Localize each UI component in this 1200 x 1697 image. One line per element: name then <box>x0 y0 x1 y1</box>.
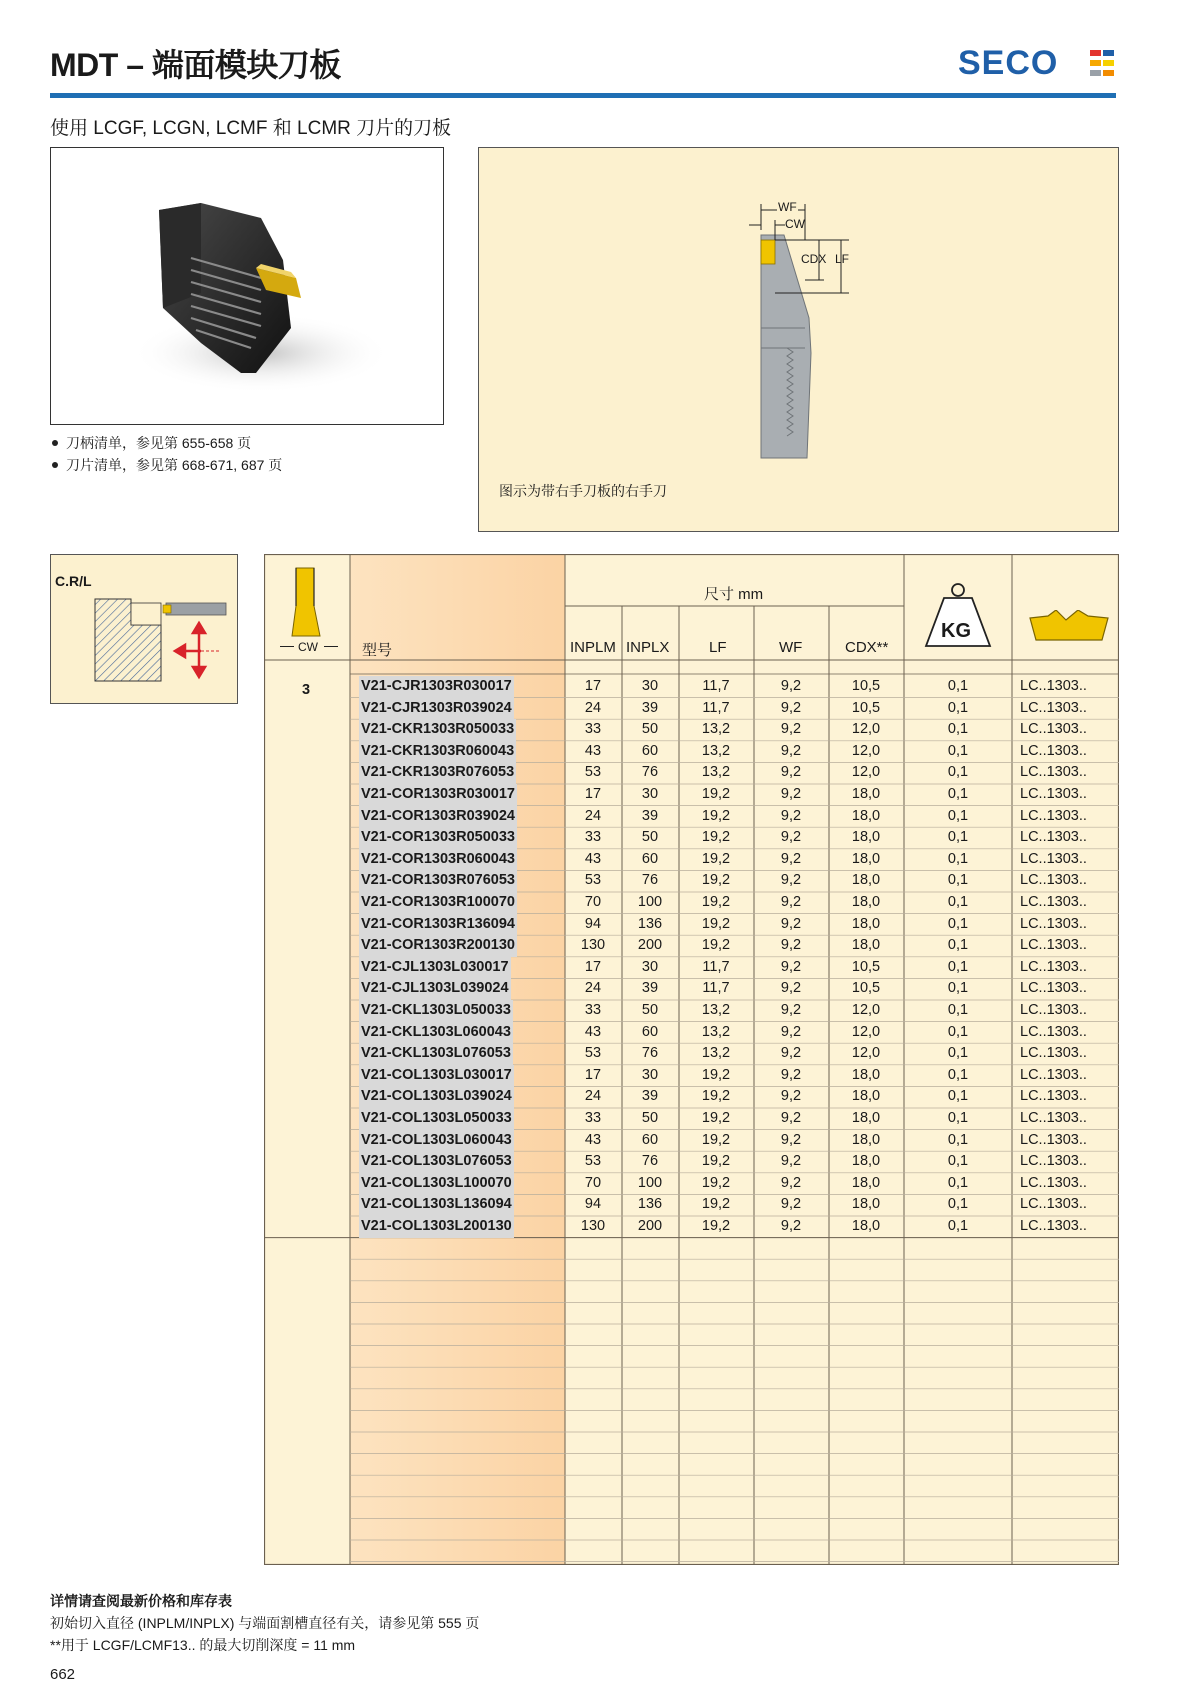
cell-inplm: 17 <box>584 1066 602 1083</box>
dimensions-group-header: 尺寸 mm <box>704 586 764 603</box>
cell-cdx: 18,0 <box>851 1110 881 1126</box>
cw-label: CW <box>298 640 318 654</box>
cell-lf: 13,2 <box>701 1045 731 1062</box>
cw-blade-icon <box>286 566 328 638</box>
cell-cdx: 12,0 <box>851 1023 881 1040</box>
cell-insert: LC..1303.. <box>1020 958 1087 975</box>
cell-lf: 19,2 <box>701 1131 731 1148</box>
cell-inplm: 94 <box>584 915 602 932</box>
cell-insert: LC..1303.. <box>1020 699 1087 716</box>
cell-lf: 19,2 <box>701 829 731 846</box>
cell-insert: LC..1303.. <box>1020 872 1087 889</box>
cell-lf: 13,2 <box>701 1023 731 1040</box>
cell-kg: 0,1 <box>947 1131 969 1148</box>
cell-cdx: 10,5 <box>851 958 881 975</box>
cell-wf: 9,2 <box>780 1045 802 1062</box>
seco-logo-mark-icon <box>1090 50 1114 76</box>
cell-inplm: 33 <box>584 829 602 846</box>
cell-insert: LC..1303.. <box>1020 1153 1087 1170</box>
cell-inplx: 30 <box>641 958 659 975</box>
cell-inplm: 53 <box>584 872 602 889</box>
cell-cdx: 18,0 <box>851 850 881 867</box>
cell-inplm: 24 <box>584 1088 602 1105</box>
cell-inplm: 43 <box>584 1131 602 1148</box>
cell-type: V21-COR1303R060043 <box>359 849 517 871</box>
list-item: 刀片清单，参见第 668-671, 687 页 <box>50 454 282 476</box>
page-title: MDT – 端面模块刀板 <box>50 47 341 83</box>
cell-wf: 9,2 <box>780 829 802 846</box>
cell-inplx: 76 <box>641 1153 659 1170</box>
cell-lf: 19,2 <box>701 937 731 954</box>
cell-lf: 13,2 <box>701 1002 731 1018</box>
cell-lf: 13,2 <box>701 721 731 738</box>
col-header-inplx: INPLX <box>626 639 670 656</box>
cell-type: V21-COR1303R136094 <box>359 914 517 936</box>
cell-inplm: 43 <box>584 1023 602 1040</box>
cell-cdx: 18,0 <box>851 1088 881 1105</box>
cell-insert: LC..1303.. <box>1020 829 1087 846</box>
cell-inplx: 30 <box>641 678 659 694</box>
cell-cdx: 18,0 <box>851 1153 881 1170</box>
cell-inplm: 33 <box>584 721 602 738</box>
cw-arrow-right <box>324 646 338 647</box>
cell-lf: 19,2 <box>701 786 731 802</box>
cell-insert: LC..1303.. <box>1020 721 1087 738</box>
product-photo-box <box>50 147 444 425</box>
cell-cdx: 18,0 <box>851 937 881 954</box>
cell-inplm: 94 <box>584 1196 602 1213</box>
cell-wf: 9,2 <box>780 1218 802 1234</box>
reference-bullets <box>50 432 282 476</box>
cell-type: V21-COL1303L200130 <box>359 1216 514 1238</box>
cell-wf: 9,2 <box>780 958 802 975</box>
cell-insert: LC..1303.. <box>1020 1218 1087 1234</box>
cell-inplm: 53 <box>584 764 602 781</box>
cell-wf: 9,2 <box>780 678 802 694</box>
seco-logo: SECO <box>958 44 1059 82</box>
cell-type: V21-COL1303L136094 <box>359 1194 514 1216</box>
cell-wf: 9,2 <box>780 807 802 824</box>
cell-insert: LC..1303.. <box>1020 937 1087 954</box>
cell-inplx: 30 <box>641 1066 659 1083</box>
label-cw: CW <box>785 217 805 231</box>
crl-diagram-box <box>50 554 238 704</box>
cell-lf: 19,2 <box>701 807 731 824</box>
cell-inplm: 17 <box>584 678 602 694</box>
cw-value: 3 <box>302 682 311 698</box>
cell-type: V21-COR1303R076053 <box>359 870 517 892</box>
cell-insert: LC..1303.. <box>1020 1045 1087 1062</box>
cell-inplx: 60 <box>641 1131 659 1148</box>
product-table <box>264 554 1119 1565</box>
cell-kg: 0,1 <box>947 1153 969 1170</box>
cell-cdx: 12,0 <box>851 1002 881 1018</box>
cell-inplx: 100 <box>637 1174 663 1191</box>
cell-kg: 0,1 <box>947 678 969 694</box>
label-cdx: CDX <box>801 252 827 266</box>
cell-kg: 0,1 <box>947 829 969 846</box>
cell-wf: 9,2 <box>780 721 802 738</box>
cell-lf: 19,2 <box>701 1066 731 1083</box>
cell-lf: 19,2 <box>701 850 731 867</box>
cell-cdx: 12,0 <box>851 1045 881 1062</box>
cell-cdx: 18,0 <box>851 1196 881 1213</box>
cell-cdx: 12,0 <box>851 742 881 759</box>
cell-inplm: 130 <box>580 1218 606 1234</box>
cell-lf: 13,2 <box>701 742 731 759</box>
label-wf: WF <box>778 200 797 214</box>
cell-kg: 0,1 <box>947 958 969 975</box>
cell-wf: 9,2 <box>780 937 802 954</box>
cell-inplx: 39 <box>641 807 659 824</box>
cw-arrow-left <box>280 646 294 647</box>
cell-insert: LC..1303.. <box>1020 915 1087 932</box>
cell-inplm: 33 <box>584 1110 602 1126</box>
cell-kg: 0,1 <box>947 764 969 781</box>
cell-cdx: 18,0 <box>851 829 881 846</box>
cell-insert: LC..1303.. <box>1020 850 1087 867</box>
cell-cdx: 18,0 <box>851 915 881 932</box>
cell-kg: 0,1 <box>947 1045 969 1062</box>
cell-wf: 9,2 <box>780 894 802 910</box>
cell-inplx: 50 <box>641 721 659 738</box>
note-diameter: 初始切入直径 (INPLM/INPLX) 与端面割槽直径有关，请参见第 555 页 <box>50 1615 480 1631</box>
cell-wf: 9,2 <box>780 1174 802 1191</box>
cell-kg: 0,1 <box>947 1196 969 1213</box>
cell-inplm: 70 <box>584 894 602 910</box>
cell-wf: 9,2 <box>780 699 802 716</box>
cell-type: V21-CKL1303L050033 <box>359 1000 513 1022</box>
cell-insert: LC..1303.. <box>1020 1088 1087 1105</box>
cell-lf: 11,7 <box>702 678 730 694</box>
cell-type: V21-COR1303R050033 <box>359 827 517 849</box>
cell-lf: 19,2 <box>701 872 731 889</box>
cell-wf: 9,2 <box>780 1196 802 1213</box>
cell-inplx: 39 <box>641 699 659 716</box>
cell-type: V21-COL1303L039024 <box>359 1086 514 1108</box>
cell-inplx: 136 <box>637 1196 663 1213</box>
diagram-caption: 图示为带右手刀板的右手刀 <box>499 483 667 499</box>
cell-kg: 0,1 <box>947 1218 969 1234</box>
cell-lf: 19,2 <box>701 894 731 910</box>
cell-kg: 0,1 <box>947 721 969 738</box>
cell-wf: 9,2 <box>780 786 802 802</box>
cell-type: V21-COL1303L030017 <box>359 1065 514 1087</box>
cell-inplm: 24 <box>584 980 602 997</box>
cell-lf: 19,2 <box>701 1196 731 1213</box>
footer-notes <box>50 1590 479 1656</box>
cell-insert: LC..1303.. <box>1020 1002 1087 1018</box>
cell-kg: 0,1 <box>947 1088 969 1105</box>
cell-inplm: 17 <box>584 958 602 975</box>
cell-kg: 0,1 <box>947 1002 969 1018</box>
cell-type: V21-CKL1303L060043 <box>359 1022 513 1044</box>
dimension-diagram-box <box>478 147 1119 532</box>
cell-type: V21-COL1303L100070 <box>359 1173 514 1195</box>
cell-kg: 0,1 <box>947 872 969 889</box>
cell-inplm: 43 <box>584 742 602 759</box>
cell-insert: LC..1303.. <box>1020 807 1087 824</box>
page-number: 662 <box>50 1666 76 1683</box>
cell-inplx: 50 <box>641 829 659 846</box>
cell-cdx: 10,5 <box>851 678 881 694</box>
cell-wf: 9,2 <box>780 742 802 759</box>
label-lf: LF <box>835 252 850 266</box>
cell-inplm: 53 <box>584 1153 602 1170</box>
cell-lf: 11,7 <box>702 699 730 716</box>
cell-kg: 0,1 <box>947 1174 969 1191</box>
cell-kg: 0,1 <box>947 1110 969 1126</box>
cell-wf: 9,2 <box>780 1088 802 1105</box>
cell-insert: LC..1303.. <box>1020 1196 1087 1213</box>
cell-inplm: 53 <box>584 1045 602 1062</box>
cell-cdx: 12,0 <box>851 721 881 738</box>
cell-inplx: 50 <box>641 1002 659 1018</box>
cell-inplx: 60 <box>641 742 659 759</box>
cell-insert: LC..1303.. <box>1020 678 1087 694</box>
note-price-stock: 详情请查阅最新价格和库存表 <box>50 1593 232 1609</box>
cell-inplm: 70 <box>584 1174 602 1191</box>
insert-icon <box>1028 610 1110 644</box>
col-header-inplm: INPLM <box>570 639 616 656</box>
cell-wf: 9,2 <box>780 872 802 889</box>
cell-inplx: 39 <box>641 980 659 997</box>
cell-inplx: 60 <box>641 850 659 867</box>
list-item: 刀柄清单，参见第 655-658 页 <box>50 432 282 454</box>
cell-wf: 9,2 <box>780 980 802 997</box>
cell-lf: 19,2 <box>701 1218 731 1234</box>
cell-type: V21-COR1303R200130 <box>359 935 517 957</box>
cell-kg: 0,1 <box>947 850 969 867</box>
cell-type: V21-CKR1303R060043 <box>359 741 516 763</box>
cell-inplx: 200 <box>637 937 663 954</box>
cell-type: V21-COL1303L050033 <box>359 1108 514 1130</box>
cell-cdx: 12,0 <box>851 764 881 781</box>
cell-insert: LC..1303.. <box>1020 1023 1087 1040</box>
cell-insert: LC..1303.. <box>1020 1174 1087 1191</box>
cell-type: V21-COR1303R100070 <box>359 892 517 914</box>
cell-kg: 0,1 <box>947 699 969 716</box>
type-header: 型号 <box>362 642 393 659</box>
cell-wf: 9,2 <box>780 1023 802 1040</box>
cell-lf: 19,2 <box>701 1174 731 1191</box>
note-cut-depth: **用于 LCGF/LCMF13.. 的最大切削深度 = 11 mm <box>50 1637 356 1653</box>
cell-insert: LC..1303.. <box>1020 742 1087 759</box>
cell-wf: 9,2 <box>780 1110 802 1126</box>
cell-type: V21-CKL1303L076053 <box>359 1043 513 1065</box>
crl-section-diagram <box>51 555 237 703</box>
cell-insert: LC..1303.. <box>1020 764 1087 781</box>
cell-cdx: 10,5 <box>851 699 881 716</box>
cell-lf: 19,2 <box>701 915 731 932</box>
cell-type: V21-CKR1303R076053 <box>359 762 516 784</box>
cell-inplx: 76 <box>641 1045 659 1062</box>
crl-label: C.R/L <box>55 573 92 589</box>
cell-cdx: 18,0 <box>851 894 881 910</box>
cell-type: V21-CJL1303L039024 <box>359 978 511 1000</box>
cell-insert: LC..1303.. <box>1020 1066 1087 1083</box>
cell-cdx: 18,0 <box>851 1218 881 1234</box>
header-rule <box>50 93 1116 98</box>
cell-type: V21-CJL1303L030017 <box>359 957 511 979</box>
col-header-lf: LF <box>709 639 727 656</box>
cell-kg: 0,1 <box>947 894 969 910</box>
cell-inplx: 76 <box>641 872 659 889</box>
tool-blade-photo <box>51 148 443 424</box>
cell-type: V21-CKR1303R050033 <box>359 719 516 741</box>
cell-kg: 0,1 <box>947 742 969 759</box>
cell-lf: 13,2 <box>701 764 731 781</box>
cell-inplx: 60 <box>641 1023 659 1040</box>
cell-lf: 19,2 <box>701 1088 731 1105</box>
cell-wf: 9,2 <box>780 850 802 867</box>
cell-cdx: 10,5 <box>851 980 881 997</box>
cell-type: V21-COR1303R030017 <box>359 784 517 806</box>
cell-inplx: 76 <box>641 764 659 781</box>
cell-kg: 0,1 <box>947 915 969 932</box>
cell-type: V21-COL1303L060043 <box>359 1130 514 1152</box>
cell-cdx: 18,0 <box>851 786 881 802</box>
cell-lf: 19,2 <box>701 1110 731 1126</box>
cell-lf: 11,7 <box>702 958 730 975</box>
cell-cdx: 18,0 <box>851 1174 881 1191</box>
cell-insert: LC..1303.. <box>1020 1110 1087 1126</box>
cell-type: V21-COL1303L076053 <box>359 1151 514 1173</box>
cell-kg: 0,1 <box>947 807 969 824</box>
cell-inplx: 136 <box>637 915 663 932</box>
cell-inplm: 130 <box>580 937 606 954</box>
cell-wf: 9,2 <box>780 1131 802 1148</box>
cell-insert: LC..1303.. <box>1020 786 1087 802</box>
cell-inplm: 24 <box>584 807 602 824</box>
cell-cdx: 18,0 <box>851 872 881 889</box>
cell-wf: 9,2 <box>780 915 802 932</box>
cell-kg: 0,1 <box>947 980 969 997</box>
cell-cdx: 18,0 <box>851 1131 881 1148</box>
cell-inplx: 39 <box>641 1088 659 1105</box>
cell-cdx: 18,0 <box>851 1066 881 1083</box>
col-header-cdx: CDX** <box>845 639 889 656</box>
col-header-wf: WF <box>779 639 803 656</box>
blade-dimension-diagram <box>479 148 1118 531</box>
cell-insert: LC..1303.. <box>1020 894 1087 910</box>
cell-lf: 19,2 <box>701 1153 731 1170</box>
cell-inplm: 17 <box>584 786 602 802</box>
cell-inplm: 24 <box>584 699 602 716</box>
cell-kg: 0,1 <box>947 1066 969 1083</box>
cell-type: V21-CJR1303R030017 <box>359 676 514 698</box>
cell-wf: 9,2 <box>780 764 802 781</box>
cell-kg: 0,1 <box>947 1023 969 1040</box>
cell-wf: 9,2 <box>780 1153 802 1170</box>
cell-lf: 11,7 <box>702 980 730 997</box>
cell-insert: LC..1303.. <box>1020 1131 1087 1148</box>
cell-inplx: 100 <box>637 894 663 910</box>
cell-inplx: 200 <box>637 1218 663 1234</box>
cell-inplm: 43 <box>584 850 602 867</box>
cell-type: V21-CJR1303R039024 <box>359 698 514 720</box>
cell-inplx: 30 <box>641 786 659 802</box>
cell-wf: 9,2 <box>780 1066 802 1083</box>
cell-kg: 0,1 <box>947 786 969 802</box>
cell-wf: 9,2 <box>780 1002 802 1018</box>
cell-cdx: 18,0 <box>851 807 881 824</box>
page-subtitle: 使用 LCGF, LCGN, LCMF 和 LCMR 刀片的刀板 <box>50 118 452 139</box>
weight-label: KG <box>941 620 971 642</box>
cell-inplx: 50 <box>641 1110 659 1126</box>
cell-type: V21-COR1303R039024 <box>359 806 517 828</box>
cell-insert: LC..1303.. <box>1020 980 1087 997</box>
cell-kg: 0,1 <box>947 937 969 954</box>
cell-inplm: 33 <box>584 1002 602 1018</box>
